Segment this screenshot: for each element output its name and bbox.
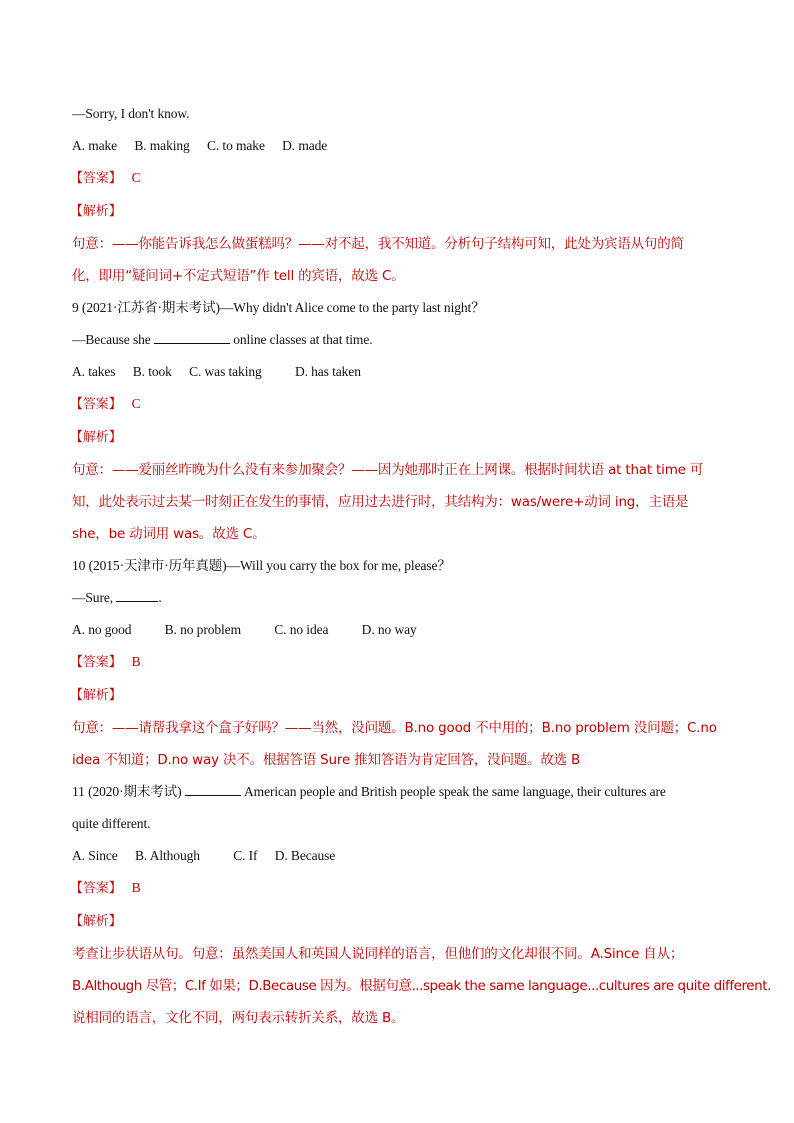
analysis-label: 【解析】 bbox=[70, 204, 122, 219]
analysis-label: 【解析】 bbox=[70, 914, 122, 929]
q9-explanation-1: 句意：——爱丽丝昨晚为什么没有来参加聚会？——因为她那时正在上网课。根据时间状语 at that time 可 bbox=[72, 462, 704, 478]
q8-answer: C bbox=[131, 170, 141, 185]
answer-label: 【答案】 bbox=[70, 397, 122, 412]
q10-explanation-2: idea 不知道；D.no way 决不。根据答语 Sure 推知答语为肯定回答，没问题。故选 B bbox=[72, 752, 581, 768]
q9-analysis-label-line bbox=[72, 421, 728, 454]
q10-reply bbox=[72, 582, 728, 614]
q11-question-2: quite different. bbox=[72, 816, 151, 831]
q11-option-c: C. If bbox=[233, 848, 258, 863]
q10-question: 10 (2015·天津市·历年真题)—Will you carry the box for me, please？ bbox=[72, 558, 451, 573]
q9-options bbox=[72, 356, 728, 388]
q9-option-c: C. was taking bbox=[189, 364, 262, 379]
q9-reply-start: —Because she bbox=[72, 332, 151, 347]
q8-explanation-1: 句意：——你能告诉我怎么做蛋糕吗？——对不起，我不知道。分析句子结构可知，此处为宾语从句的简 bbox=[72, 236, 684, 252]
q11-explanation-1: 考查让步状语从句。句意：虽然美国人和英国人说同样的语言，但他们的文化却很不同。A.Since 自从； bbox=[72, 946, 684, 962]
q10-option-a: A. no good bbox=[72, 622, 132, 637]
answer-label: 【答案】 bbox=[70, 881, 122, 896]
q8-explanation-2: 化，即用“疑问词+不定式短语”作 tell 的宾语，故选 C。 bbox=[72, 268, 405, 284]
q9-option-d: D. has taken bbox=[294, 364, 361, 379]
q10-options bbox=[72, 614, 728, 646]
q10-option-d: D. no way bbox=[361, 622, 417, 637]
q11-option-b: B. Although bbox=[134, 848, 200, 863]
q10-answer: B bbox=[131, 654, 141, 669]
q8-option-a: A. make bbox=[72, 138, 118, 153]
q11-analysis-label-line bbox=[72, 905, 728, 938]
q11-number: 11 (2020·期末考试) bbox=[72, 784, 182, 799]
q8-analysis-label-line bbox=[72, 195, 728, 228]
document-page bbox=[70, 98, 771, 1034]
q11-option-a: A. Since bbox=[72, 848, 118, 863]
q8-option-d: D. made bbox=[282, 138, 328, 153]
q8-answer-line bbox=[72, 162, 728, 195]
q11-option-d: D. Because bbox=[274, 848, 336, 863]
q9-answer: C bbox=[131, 396, 141, 411]
q10-explanation-1: 句意：——请帮我拿这个盒子好吗？——当然，没问题。B.no good 不中用的；B.no problem 没问题；C.no bbox=[72, 720, 717, 736]
q9-option-a: A. takes bbox=[72, 364, 116, 379]
q8-options bbox=[72, 130, 728, 162]
analysis-label: 【解析】 bbox=[70, 688, 122, 703]
analysis-label: 【解析】 bbox=[70, 430, 122, 445]
q9-explanation-2: 知，此处表示过去某一时刻正在发生的事情，应用过去进行时，其结构为：was/were+动词 ing，主语是 bbox=[72, 494, 689, 510]
q9-explanation-3: she，be 动词用 was。故选 C。 bbox=[72, 526, 266, 542]
q11-explanation-3: 说相同的语言，文化不同，两句表示转折关系，故选 B。 bbox=[72, 1010, 405, 1026]
q11-answer: B bbox=[131, 880, 141, 895]
answer-label: 【答案】 bbox=[70, 171, 122, 186]
q11-options bbox=[72, 840, 728, 872]
q10-analysis-label-line bbox=[72, 679, 728, 712]
q11-answer-line bbox=[72, 872, 728, 905]
q9-answer-line bbox=[72, 388, 728, 421]
q10-option-c: C. no idea bbox=[274, 622, 329, 637]
q10-option-b: B. no problem bbox=[164, 622, 241, 637]
q9-blank bbox=[154, 331, 230, 344]
q9-reply bbox=[72, 324, 728, 356]
q10-blank bbox=[116, 589, 158, 602]
q9-option-b: B. took bbox=[132, 364, 172, 379]
q11-blank bbox=[185, 783, 241, 796]
q11-question-text: American people and British people speak the same language, their cultures are bbox=[240, 784, 666, 799]
q9-reply-end: online classes at that time. bbox=[229, 332, 373, 347]
q8-option-c: C. to make bbox=[206, 138, 265, 153]
answer-label: 【答案】 bbox=[70, 655, 122, 670]
q8-reply: —Sorry, I don't know. bbox=[72, 106, 190, 121]
q10-answer-line bbox=[72, 646, 728, 679]
q11-explanation-2: B.Although 尽管；C.If 如果；D.Because 因为。根据句意...speak the same language...cultures are quite different. bbox=[72, 978, 771, 994]
q9-question: 9 (2021·江苏省·期末考试)—Why didn't Alice come to the party last night？ bbox=[72, 300, 485, 315]
q11-question bbox=[72, 776, 728, 808]
q10-reply-end: . bbox=[158, 590, 162, 605]
q8-option-b: B. making bbox=[134, 138, 190, 153]
q10-reply-start: —Sure, bbox=[72, 590, 114, 605]
